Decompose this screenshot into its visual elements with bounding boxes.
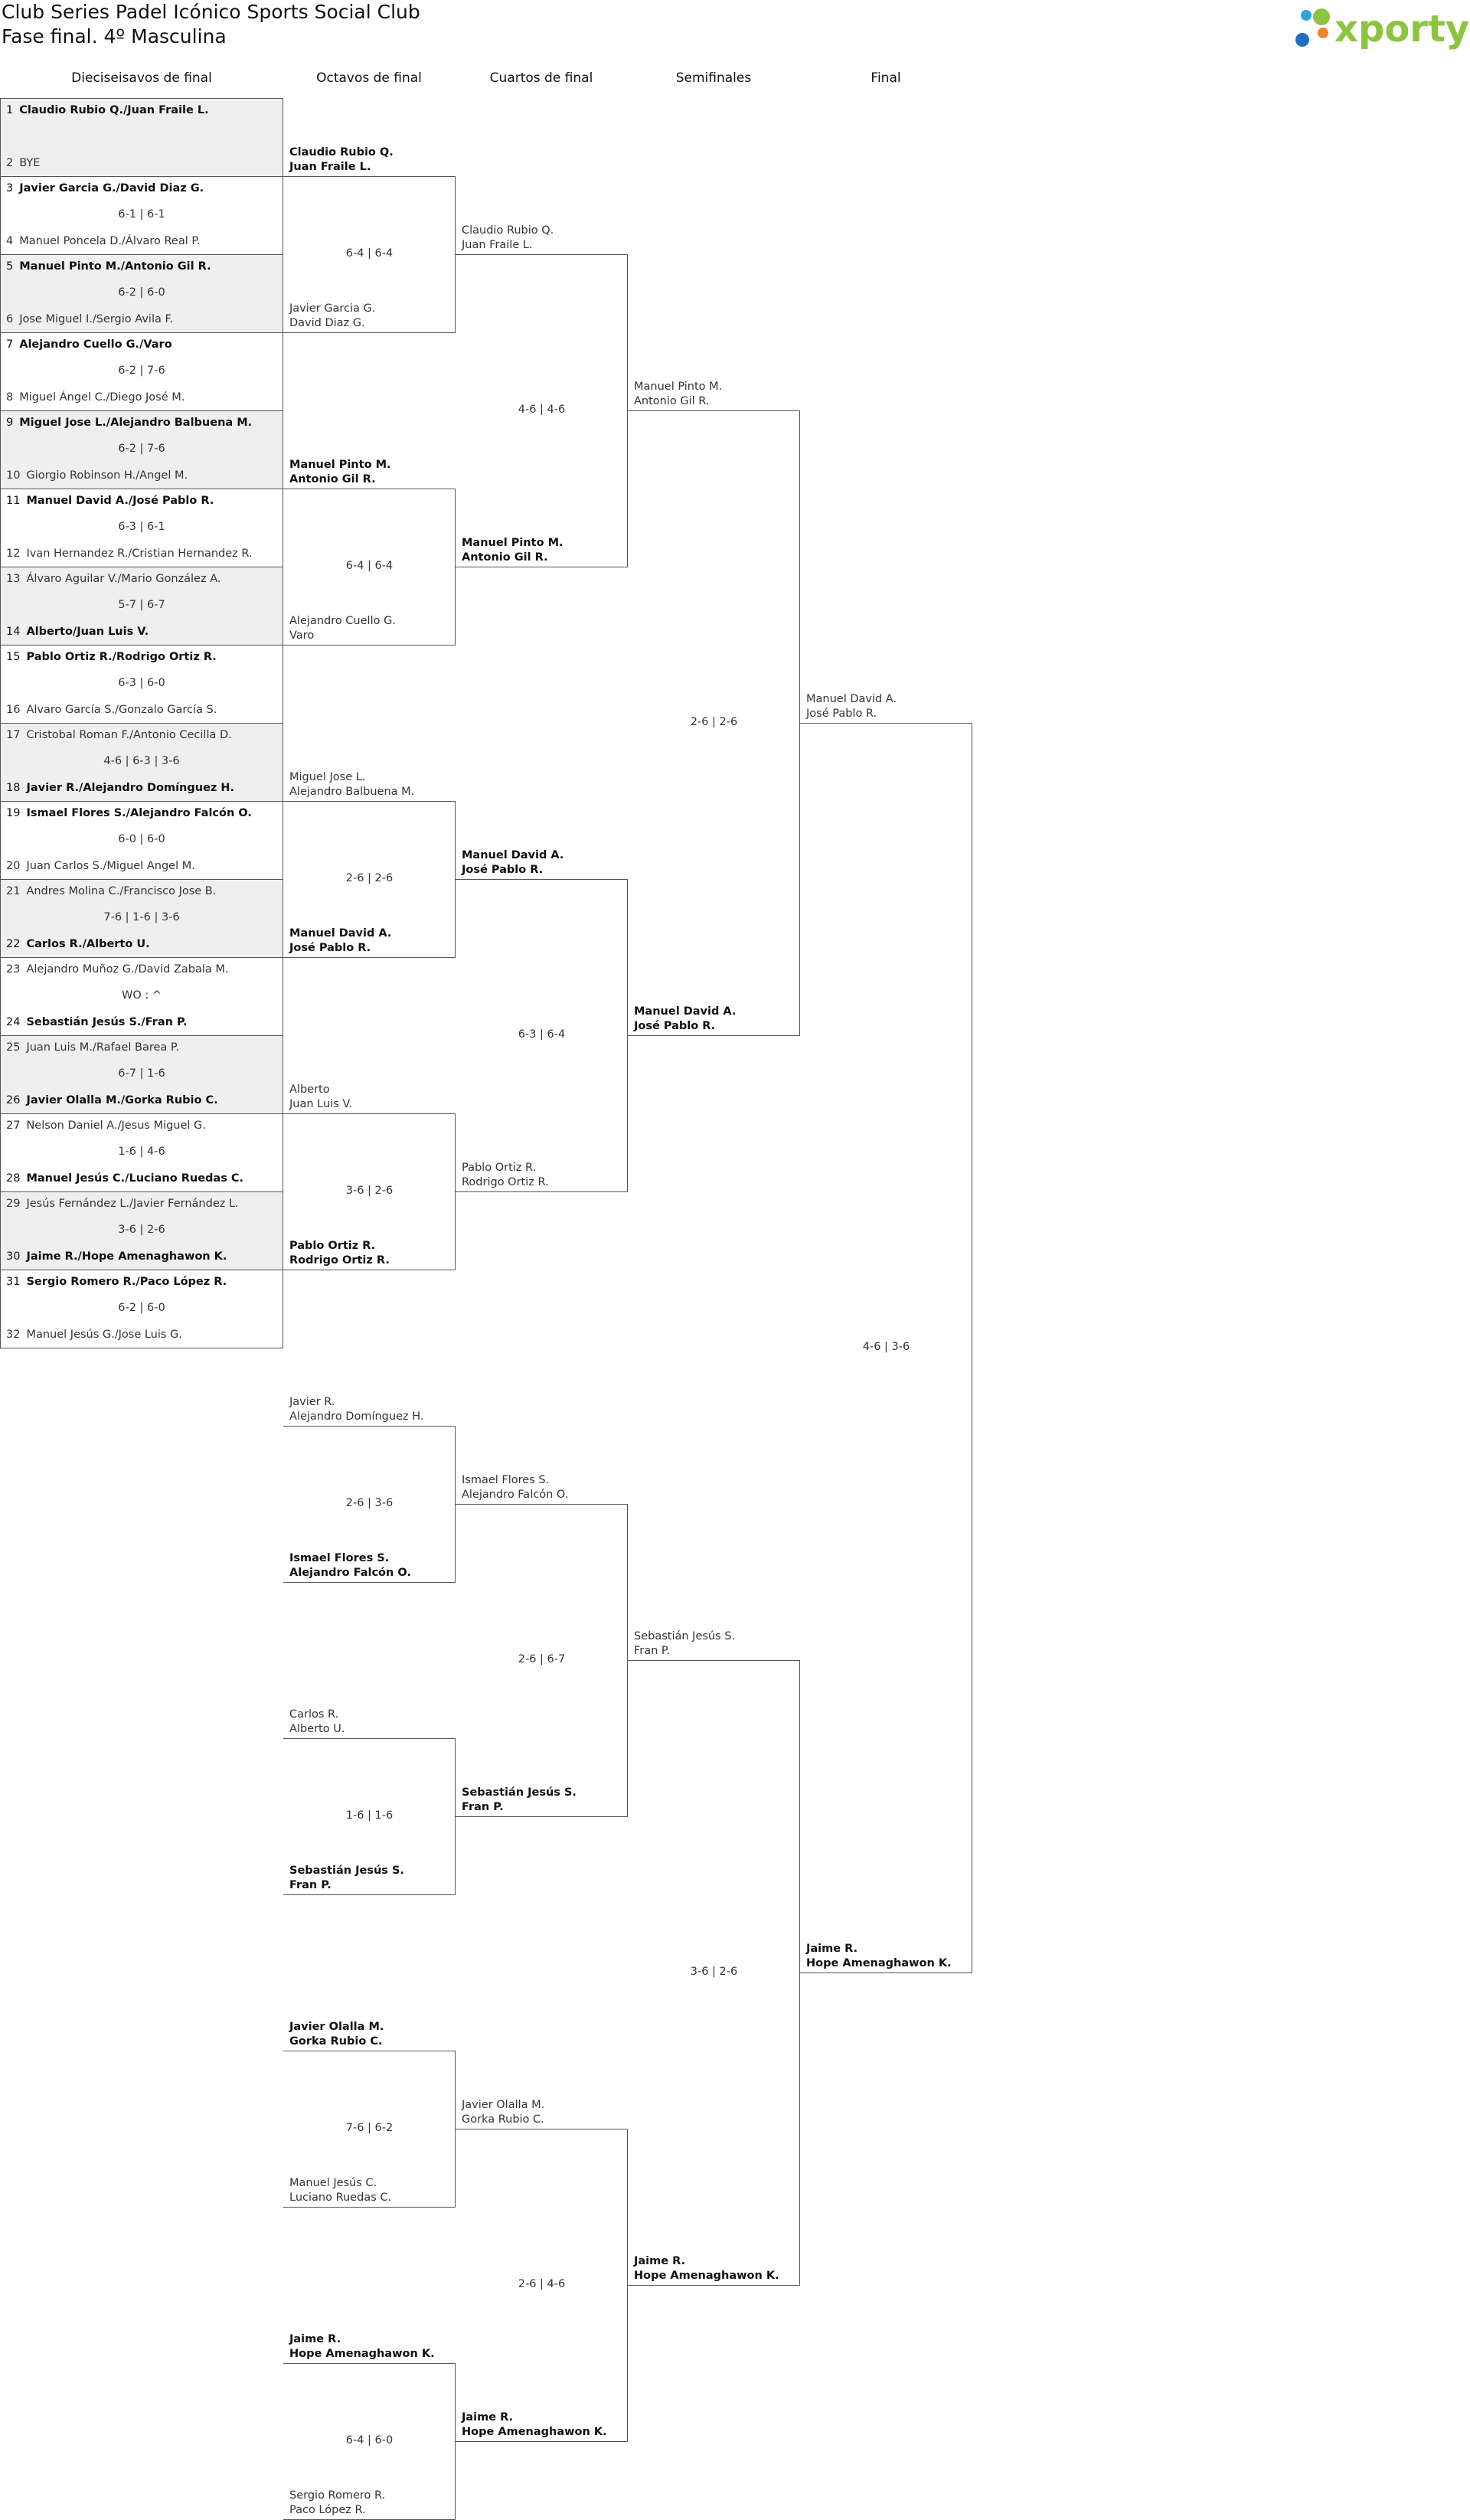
team-name: Alejandro Cuello G./Varo [19, 338, 172, 351]
team-name: Juan Luis M./Rafael Barea P. [26, 1041, 179, 1054]
team-entry [289, 1864, 404, 1893]
player-name: José Pablo R. [806, 708, 877, 720]
team-entry [6, 1015, 187, 1030]
team-entry [462, 536, 564, 565]
match-score: 4-6 | 3-6 [862, 1341, 910, 1353]
team-entry [806, 1942, 952, 1971]
team-entry [462, 1786, 577, 1815]
team-entry [6, 1041, 179, 1055]
team-name: Sebastián Jesús S./Fran P. [26, 1016, 188, 1028]
seed-number: 15 [6, 651, 21, 663]
match-score: 6-2 | 7-6 [118, 443, 165, 455]
seed-number: 6 [6, 313, 14, 325]
team-entry [289, 1708, 345, 1737]
player-name: José Pablo R. [289, 942, 371, 954]
team-entry [6, 806, 252, 821]
team-entry [289, 2489, 385, 2518]
player-name: Claudio Rubio Q. [462, 224, 554, 237]
team-entry [289, 1551, 411, 1580]
team-entry [6, 781, 234, 796]
team-entry [6, 728, 232, 743]
player-name: Jaime R. [462, 2411, 514, 2424]
team-entry [6, 469, 188, 483]
player-name: Manuel David A. [806, 693, 897, 705]
seed-number: 11 [6, 495, 21, 507]
player-name: Manuel Pinto M. [634, 381, 723, 393]
team-name: Manuel Pinto M./Antonio Gil R. [19, 260, 211, 273]
seed-number: 21 [6, 885, 21, 897]
team-entry [6, 260, 211, 274]
team-entry [6, 156, 40, 171]
seed-number: 24 [6, 1016, 21, 1028]
team-entry [634, 380, 722, 409]
seed-number: 25 [6, 1041, 21, 1054]
team-entry [634, 1629, 735, 1659]
player-name: José Pablo R. [462, 864, 544, 876]
player-name: Antonio Gil R. [462, 551, 548, 564]
player-name: Pablo Ortiz R. [289, 1240, 376, 1252]
player-name: Manuel David A. [634, 1005, 737, 1018]
player-name: Carlos R. [289, 1708, 339, 1721]
team-name: Javier Olalla M./Gorka Rubio C. [26, 1094, 218, 1106]
team-name: Álvaro Aguilar V./Mario González A. [26, 573, 221, 585]
team-name: Javier Garcia G./David Diaz G. [19, 182, 204, 194]
match-score: 7-6 | 1-6 | 3-6 [103, 911, 180, 923]
team-entry [289, 770, 414, 799]
team-entry [289, 2176, 391, 2205]
player-name: Hope Amenaghawon K. [462, 2426, 607, 2438]
player-name: Manuel Pinto M. [462, 537, 564, 549]
team-entry [289, 1395, 423, 1424]
player-name: Juan Luis V. [289, 1098, 353, 1110]
player-name: Manuel David A. [289, 927, 392, 940]
team-entry [462, 1473, 568, 1502]
team-name: Claudio Rubio Q./Juan Fraile L. [19, 104, 209, 116]
seed-number: 23 [6, 963, 21, 976]
player-name: Alberto U. [289, 1723, 345, 1735]
seed-number: 9 [6, 417, 14, 429]
match-score: 5-7 | 6-7 [118, 599, 165, 611]
player-name: Javier Garcia G. [289, 302, 376, 315]
round-header-final: Final [871, 70, 901, 86]
player-name: Sebastián Jesús S. [462, 1786, 577, 1799]
logo-wordmark: xporty [1334, 8, 1470, 51]
player-name: Varo [289, 629, 315, 642]
match-score: 2-6 | 2-6 [690, 716, 738, 728]
player-name: Antonio Gil R. [634, 395, 710, 407]
player-name: Jaime R. [634, 2255, 686, 2267]
player-name: Javier R. [289, 1396, 335, 1408]
match-score: 4-6 | 4-6 [518, 404, 566, 416]
team-entry [6, 181, 204, 196]
player-name: Fran P. [634, 1645, 671, 1657]
player-name: Ismael Flores S. [462, 1474, 550, 1486]
team-name: Javier R./Alejandro Domínguez H. [26, 782, 235, 794]
match-score: 6-7 | 1-6 [118, 1067, 165, 1080]
player-name: Antonio Gil R. [289, 473, 376, 485]
match-score: 1-6 | 4-6 [118, 1146, 165, 1158]
seed-number: 7 [6, 338, 14, 351]
player-name: Hope Amenaghawon K. [634, 2270, 779, 2282]
seed-number: 17 [6, 729, 21, 741]
seed-number: 1 [6, 104, 14, 116]
player-name: Luciano Ruedas C. [289, 2192, 392, 2204]
team-entry [462, 224, 554, 253]
player-name: Alejandro Domínguez H. [289, 1410, 424, 1423]
team-entry [6, 650, 217, 665]
seed-number: 27 [6, 1119, 21, 1132]
player-name: Alejandro Cuello G. [289, 615, 396, 627]
match-score: 3-6 | 2-6 [345, 1185, 394, 1197]
player-name: Sebastián Jesús S. [634, 1630, 736, 1642]
team-entry [6, 416, 252, 430]
player-name: Pablo Ortiz R. [462, 1162, 537, 1174]
player-name: Manuel Jesús C. [289, 2177, 377, 2189]
seed-number: 12 [6, 547, 21, 560]
match-score: 6-2 | 6-0 [118, 286, 165, 299]
team-entry [6, 103, 209, 118]
team-name: Carlos R./Alberto U. [26, 938, 150, 950]
player-name: Jaime R. [806, 1943, 858, 1955]
team-entry [6, 494, 214, 508]
seed-number: 14 [6, 626, 21, 638]
team-entry [634, 2254, 779, 2283]
team-entry [634, 1005, 736, 1034]
player-name: Manuel Pinto M. [289, 459, 391, 471]
seed-number: 19 [6, 807, 21, 819]
player-name: Miguel Jose L. [289, 771, 366, 783]
match-score: 6-4 | 6-4 [345, 560, 394, 572]
team-entry [6, 963, 229, 977]
player-name: Paco López R. [289, 2504, 366, 2516]
team-entry [462, 848, 564, 878]
team-entry [6, 625, 149, 639]
player-name: Hope Amenaghawon K. [289, 2348, 435, 2360]
player-name: Javier Olalla M. [462, 2099, 545, 2111]
player-name: Fran P. [289, 1879, 332, 1891]
team-name: Ismael Flores S./Alejandro Falcón O. [26, 807, 252, 819]
team-entry [6, 1275, 227, 1289]
seed-number: 10 [6, 469, 21, 482]
player-name: Alberto [289, 1084, 330, 1096]
team-entry [6, 859, 195, 874]
seed-number: 2 [6, 157, 14, 169]
seed-number: 31 [6, 1276, 21, 1288]
team-entry [462, 2098, 544, 2127]
team-entry [6, 1197, 239, 1211]
page-subtitle: Fase final. 4º Masculina [2, 25, 227, 47]
team-name: Cristobal Roman F./Antonio Cecilla D. [26, 729, 232, 741]
team-name: BYE [19, 157, 41, 169]
team-entry [6, 391, 185, 405]
match-score: 2-6 | 6-7 [518, 1653, 566, 1665]
player-name: Ismael Flores S. [289, 1552, 390, 1564]
match-score: 2-6 | 2-6 [345, 872, 394, 884]
player-name: Hope Amenaghawon K. [806, 1957, 952, 1969]
seed-number: 32 [6, 1329, 21, 1341]
player-name: David Diaz G. [289, 317, 365, 329]
match-score: 6-4 | 6-4 [345, 247, 394, 260]
match-score: 3-6 | 2-6 [118, 1224, 165, 1236]
player-name: Sergio Romero R. [289, 2489, 386, 2502]
team-entry [289, 927, 391, 956]
seed-number: 26 [6, 1094, 21, 1106]
match-score: 6-3 | 6-0 [118, 677, 165, 689]
match-score: 2-6 | 3-6 [345, 1497, 394, 1509]
seed-number: 28 [6, 1172, 21, 1185]
team-entry [6, 1172, 243, 1186]
team-name: Jesús Fernández L./Javier Fernández L. [26, 1198, 239, 1210]
seed-number: 13 [6, 573, 21, 585]
match-score: 4-6 | 6-3 | 3-6 [103, 755, 180, 767]
team-name: Ivan Hernandez R./Cristian Hernandez R. [26, 547, 253, 560]
seed-number: 20 [6, 860, 21, 872]
team-name: Miguel Ángel C./Diego José M. [19, 391, 185, 404]
round-header-r16: Octavos de final [316, 70, 422, 86]
player-name: Claudio Rubio Q. [289, 146, 394, 159]
seed-number: 16 [6, 704, 21, 716]
player-name: Gorka Rubio C. [462, 2113, 544, 2126]
team-entry [289, 458, 391, 487]
seed-number: 29 [6, 1198, 21, 1210]
match-score: 6-2 | 7-6 [118, 364, 165, 377]
team-entry [462, 2411, 607, 2440]
player-name: Gorka Rubio C. [289, 2035, 383, 2048]
player-name: Juan Fraile L. [462, 239, 533, 251]
team-entry [289, 1239, 390, 1268]
team-name: Manuel Poncela D./Álvaro Real P. [19, 235, 201, 247]
match-score: 3-6 | 2-6 [690, 1966, 738, 1978]
player-name: Alejandro Balbuena M. [289, 786, 415, 798]
team-name: Manuel Jesús G./Jose Luis G. [26, 1329, 182, 1341]
match-score: 6-3 | 6-1 [118, 521, 165, 533]
player-name: Javier Olalla M. [289, 2021, 384, 2033]
team-name: Giorgio Robinson H./Angel M. [26, 469, 188, 482]
match-score: 2-6 | 4-6 [518, 2278, 566, 2290]
player-name: Rodrigo Ortiz R. [289, 1254, 390, 1267]
team-name: Jose Miguel I./Sergio Avila F. [19, 313, 174, 325]
player-name: José Pablo R. [634, 1020, 716, 1032]
team-entry [462, 1161, 549, 1190]
seed-number: 5 [6, 260, 14, 273]
team-name: Alejandro Muñoz G./David Zabala M. [26, 963, 229, 976]
team-entry [6, 1328, 182, 1342]
seed-number: 22 [6, 938, 21, 950]
round-header-r32: Dieciseisavos de final [71, 70, 212, 86]
team-entry [289, 1083, 352, 1112]
match-score: 6-1 | 6-1 [118, 208, 165, 221]
team-name: Alberto/Juan Luis V. [26, 626, 149, 638]
seed-number: 4 [6, 235, 14, 247]
seed-number: 3 [6, 182, 14, 194]
seed-number: 18 [6, 782, 21, 794]
match-score: 6-4 | 6-0 [345, 2434, 394, 2446]
team-entry [289, 614, 396, 643]
round-header-sf: Semifinales [675, 70, 752, 86]
team-name: Nelson Daniel A./Jesus Miguel G. [26, 1119, 206, 1132]
match-score: 6-2 | 6-0 [118, 1302, 165, 1314]
team-entry [6, 234, 200, 249]
team-entry [6, 547, 253, 561]
team-name: Juan Carlos S./Miguel Angel M. [26, 860, 195, 872]
seed-number: 8 [6, 391, 14, 404]
page-title: Club Series Padel Icónico Sports Social Club [2, 1, 420, 23]
team-name: Miguel Jose L./Alejandro Balbuena M. [19, 417, 253, 429]
team-name: Alvaro García S./Gonzalo García S. [26, 704, 217, 716]
player-name: Juan Fraile L. [289, 161, 371, 173]
team-entry [289, 2332, 435, 2361]
match-score: WO : ^ [121, 989, 162, 1002]
team-entry [289, 2020, 384, 2049]
player-name: Rodrigo Ortiz R. [462, 1176, 549, 1188]
team-entry [6, 312, 173, 327]
player-name: Alejandro Falcón O. [289, 1567, 411, 1579]
team-name: Andres Molina C./Francisco Jose B. [26, 885, 217, 897]
team-entry [6, 1250, 227, 1264]
seed-number: 30 [6, 1250, 21, 1263]
team-name: Manuel David A./José Pablo R. [26, 495, 214, 507]
match-score: 1-6 | 1-6 [345, 1809, 394, 1822]
match-score: 7-6 | 6-2 [345, 2122, 394, 2134]
team-name: Sergio Romero R./Paco López R. [26, 1276, 227, 1288]
match-score: 6-3 | 6-4 [518, 1028, 566, 1041]
team-name: Pablo Ortiz R./Rodrigo Ortiz R. [26, 651, 217, 663]
team-entry [6, 338, 172, 352]
team-entry [6, 1093, 218, 1108]
team-entry [806, 692, 897, 721]
player-name: Manuel David A. [462, 849, 564, 861]
team-entry [289, 302, 375, 331]
team-entry [6, 1119, 206, 1133]
team-name: Manuel Jesús C./Luciano Ruedas C. [26, 1172, 244, 1185]
player-name: Sebastián Jesús S. [289, 1865, 404, 1877]
player-name: Fran P. [462, 1801, 504, 1813]
team-entry [289, 145, 394, 175]
round-header-qf: Cuartos de final [489, 70, 593, 86]
team-entry [6, 884, 216, 899]
team-entry [6, 572, 220, 587]
match-score: 6-0 | 6-0 [118, 833, 165, 845]
team-entry [6, 703, 217, 717]
player-name: Alejandro Falcón O. [462, 1489, 569, 1501]
team-entry [6, 937, 150, 952]
player-name: Jaime R. [289, 2333, 341, 2345]
team-name: Jaime R./Hope Amenaghawon K. [26, 1250, 227, 1263]
